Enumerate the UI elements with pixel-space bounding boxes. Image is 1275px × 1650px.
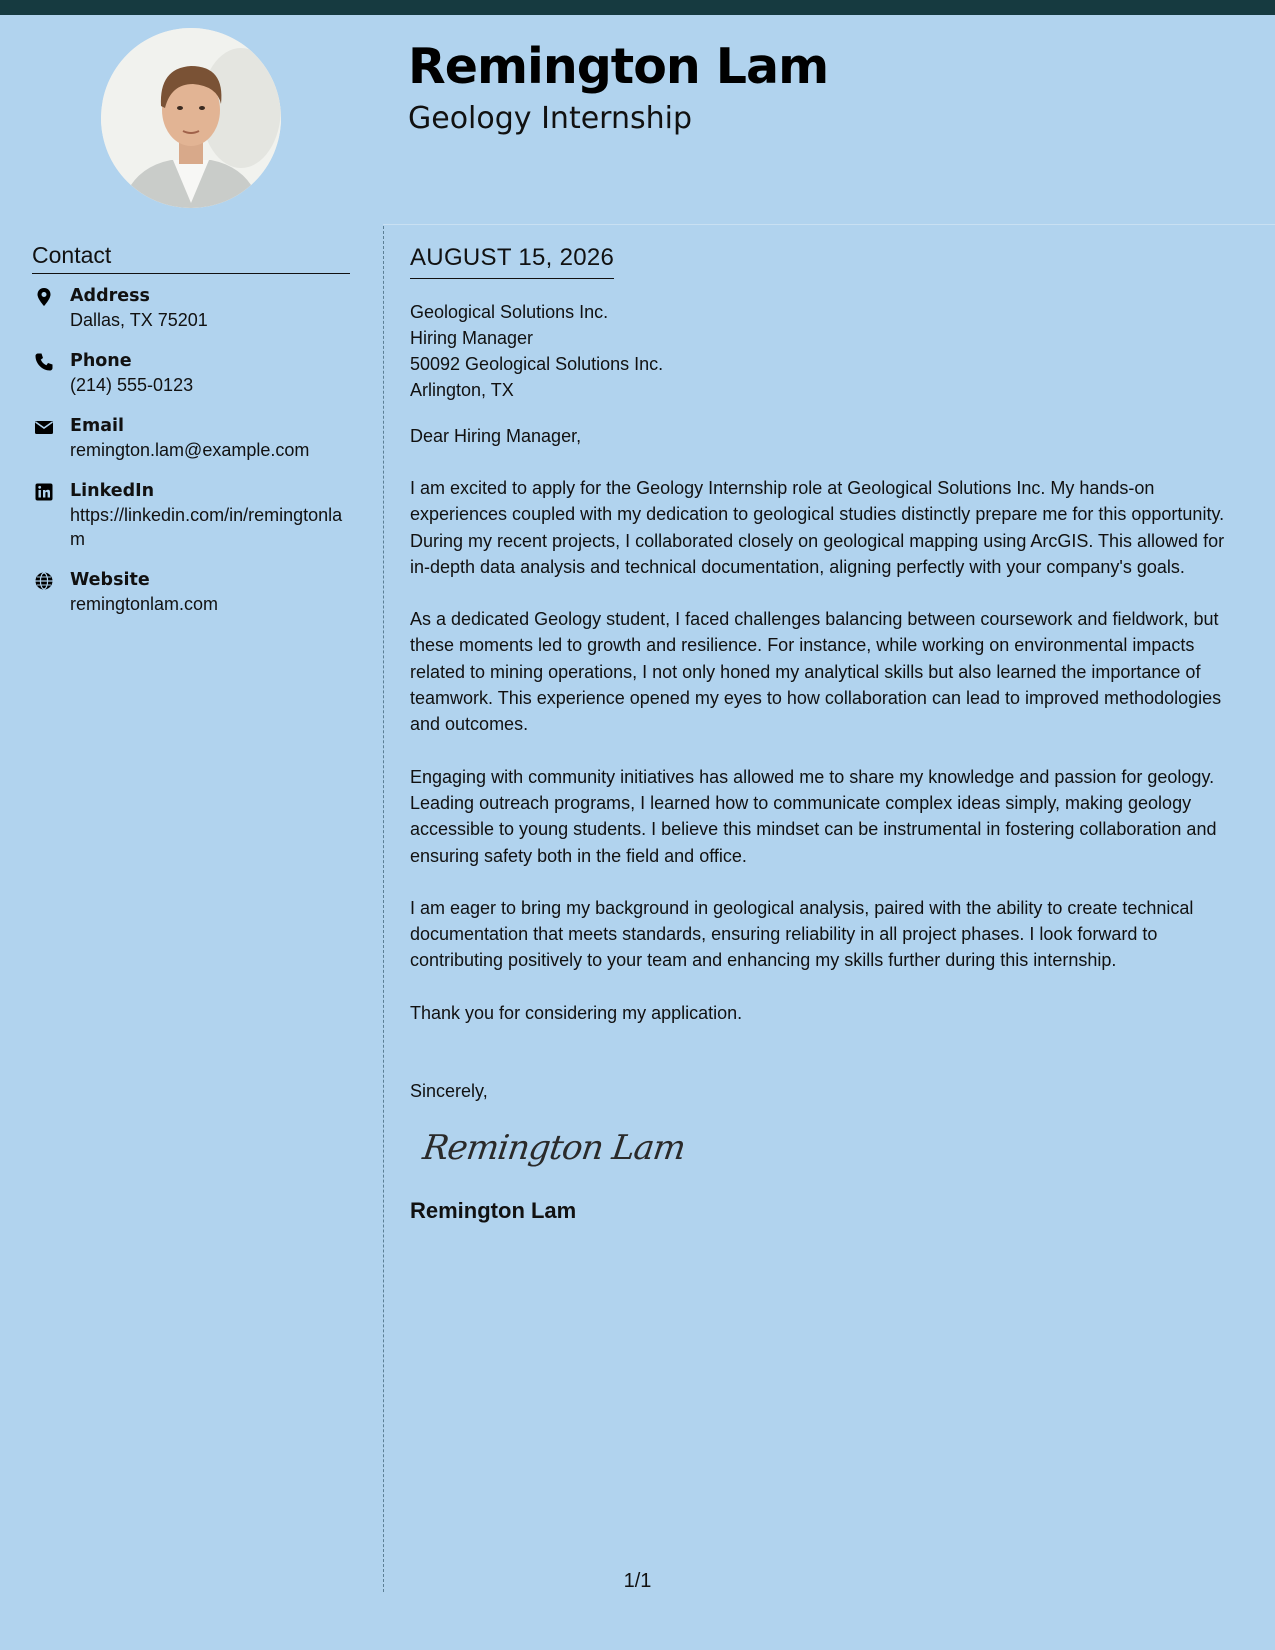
- signer-name: Remington Lam: [410, 1198, 577, 1224]
- letter-body: [410, 244, 1236, 1224]
- recipient-company: Geological Solutions Inc.: [410, 302, 609, 322]
- linkedin-icon: [34, 482, 54, 502]
- contact-label: Email: [70, 416, 124, 436]
- contact-heading: Contact: [32, 242, 350, 274]
- paragraph: I am excited to apply for the Geology Internship role at Geological Solutions Inc. My hands-on experiences coupled with my dedication to geological studies distinctly prepare me for this opportunity. During my recent projects, I collaborated closely on geological mapping using ArcGIS. This allowed for in-depth data analysis and technical documentation, aligning perfectly with your company's goals.: [410, 478, 1225, 577]
- salutation: Dear Hiring Manager,: [410, 426, 582, 446]
- paragraph: Engaging with community initiatives has allowed me to share my knowledge and passion for geology. Leading outreach programs, I learned how to communicate complex ideas simply, making geology accessible to young students. I believe this mindset can be instrumental in fostering collaboration and ensuring safety both in the field and office.: [410, 766, 1217, 866]
- contact-address: [32, 284, 352, 332]
- contact-label: LinkedIn: [70, 481, 155, 501]
- column-divider: [383, 226, 384, 1592]
- contact-label: Address: [70, 286, 150, 306]
- recipient-city: Arlington, TX: [410, 380, 514, 400]
- contact-value[interactable]: remingtonlam.com: [70, 594, 219, 614]
- applicant-name: Remington Lam: [408, 38, 829, 95]
- contact-website: [32, 568, 352, 616]
- contact-linkedin: [32, 479, 352, 551]
- page-number: 1/1: [623, 1570, 652, 1592]
- paragraph: As a dedicated Geology student, I faced challenges balancing between coursework and fieldwork, but these moments led to growth and resilience. For instance, while working on environmental impacts related to mining operations, I not only honed my analytical skills but also learned the importance of teamwork. This experience opened my eyes to how collaboration can lead to improved methodologies and outcomes.: [410, 609, 1222, 735]
- contact-value: Dallas, TX 75201: [70, 310, 208, 330]
- top-bar: [0, 0, 1275, 15]
- recipient-address: 50092 Geological Solutions Inc.: [410, 354, 664, 374]
- paragraph: I am eager to bring my background in geological analysis, paired with the ability to create technical documentation that meets standards, ensuring reliability in all project phases. I look forward to contributing positively to your team and enhancing my skills further during this internship.: [410, 897, 1194, 971]
- contact-list: [32, 284, 352, 633]
- header-divider: [383, 224, 1275, 225]
- globe-icon: [34, 571, 54, 591]
- job-title: Geology Internship: [408, 101, 693, 136]
- profile-photo: [101, 28, 281, 208]
- closing: Sincerely,: [410, 1081, 488, 1102]
- recipient-block: [410, 299, 1236, 403]
- contact-phone: [32, 349, 352, 397]
- phone-icon: [34, 352, 54, 372]
- contact-value[interactable]: https://linkedin.com/in/remingtonlam: [70, 505, 343, 549]
- envelope-icon: [34, 417, 54, 437]
- contact-label: Website: [70, 570, 150, 590]
- recipient-title: Hiring Manager: [410, 328, 534, 348]
- contact-email: [32, 414, 352, 462]
- contact-label: Phone: [70, 351, 132, 371]
- contact-value: (214) 555-0123: [70, 375, 194, 395]
- paragraph: Thank you for considering my application.: [410, 1002, 743, 1023]
- handwritten-signature: Remington Lam: [420, 1128, 688, 1169]
- map-pin-icon: [34, 287, 54, 307]
- letter-date: AUGUST 15, 2026: [410, 244, 614, 279]
- contact-value: remington.lam@example.com: [70, 440, 310, 460]
